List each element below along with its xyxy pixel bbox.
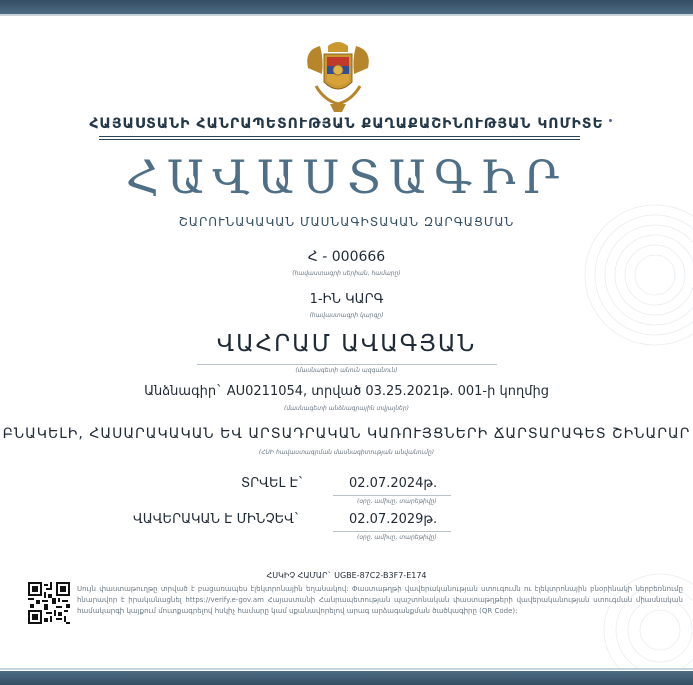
bottom-border-band xyxy=(0,671,693,685)
passport-details: Անձնագիր` AU0211054, տրված 03.25.2021թ. 001-ի կողմից xyxy=(144,384,549,399)
issued-date-underline xyxy=(333,495,451,496)
committee-underline xyxy=(99,136,580,137)
verification-code: ՀՍԿԻՉ ՀԱՄԱՐ` UGBE-87C2-B3F7-E174 xyxy=(266,571,427,580)
issued-date-label: ՏՐՎԵԼ Է` xyxy=(241,476,305,491)
certificate-number-caption: (հավաստագրի սերիան, համարը) xyxy=(292,270,401,277)
certificate-title: ՀԱՎԱՍՏԱԳԻՐ xyxy=(125,150,568,204)
qualification-title: ԲՆԱԿԵԼԻ, ՀԱՍԱՐԱԿԱԿԱՆ ԵՎ ԱՐՏԱԴՐԱԿԱՆ ԿԱՌՈՒՅՑՆԵՐԻ ՃԱՐՏԱՐԱԳԵՏ ՇԻՆԱՐԱՐ xyxy=(2,426,691,442)
holder-name-caption: (մասնագետի անուն ազգանուն) xyxy=(295,367,398,374)
holder-name-underline xyxy=(197,364,497,365)
mark-dot xyxy=(609,119,612,122)
qr-code[interactable] xyxy=(28,582,70,624)
valid-until-caption: (օրը, ամիսը, տարեթիվը) xyxy=(357,534,437,541)
holder-name: ՎԱՀՐԱՄ ԱՎԱԳՅԱՆ xyxy=(216,331,477,357)
certificate-level: 1-ԻՆ ԿԱՐԳ xyxy=(309,292,384,307)
top-border-band xyxy=(0,0,693,14)
issuing-committee: ՀԱՅԱՍՏԱՆԻ ՀԱՆՐԱՊԵՏՈՒԹՅԱՆ ՔԱՂԱՔԱՇԻՆՈՒԹՅԱՆ ԿՈՄԻՏԵ xyxy=(89,116,604,132)
certificate-number: Հ - 000666 xyxy=(307,249,386,265)
committee-underline-second xyxy=(99,139,580,140)
passport-details-caption: (մասնագետի անձնագրային տվյալներ) xyxy=(284,405,409,412)
valid-until-underline xyxy=(333,531,451,532)
issued-date-value: 02.07.2024թ. xyxy=(349,476,438,491)
verification-footer-text: Սույն փաստաթուղթը տրված է բացառապես էլեկտրոնային եղանակով: Փաստաթղթի վավերականության ստուգումն ու էլեկտրոնային բնօրինակի ներբեռնումը հնարավոր է իրականացնել https://verify.e-gov.am Հայաստանի Հանրապետության պաշտոնական փաստաթղթերի վավերականության ստուգման միասնական համակարգի կայքում մուտքագրելով հսկիչ համարը կամ սքանավորելով արագ արձագանքման ծածկագիրը (QR Code): xyxy=(77,585,683,615)
issued-date-caption: (օրը, ամիսը, տարեթիվը) xyxy=(357,498,437,505)
certificate-level-caption: (հավաստագրի կարգը) xyxy=(309,312,384,319)
qualification-caption: (ՀՍԻ հավաստագրման մասնագիտության անվանումը) xyxy=(258,449,435,456)
top-border-line xyxy=(0,14,693,16)
valid-until-value: 02.07.2029թ. xyxy=(349,512,438,527)
certificate-subtitle: ՇԱՐՈՒՆԱԿԱԿԱՆ ՄԱՍՆԱԳԻՏԱԿԱՆ ԶԱՐԳԱՑՄԱՆ xyxy=(178,215,515,229)
coat-of-arms-emblem xyxy=(302,38,374,114)
bottom-border-line xyxy=(0,668,693,670)
valid-until-label: ՎԱՎԵՐԱԿԱՆ Է ՄԻՆՉԵՎ` xyxy=(133,512,301,527)
